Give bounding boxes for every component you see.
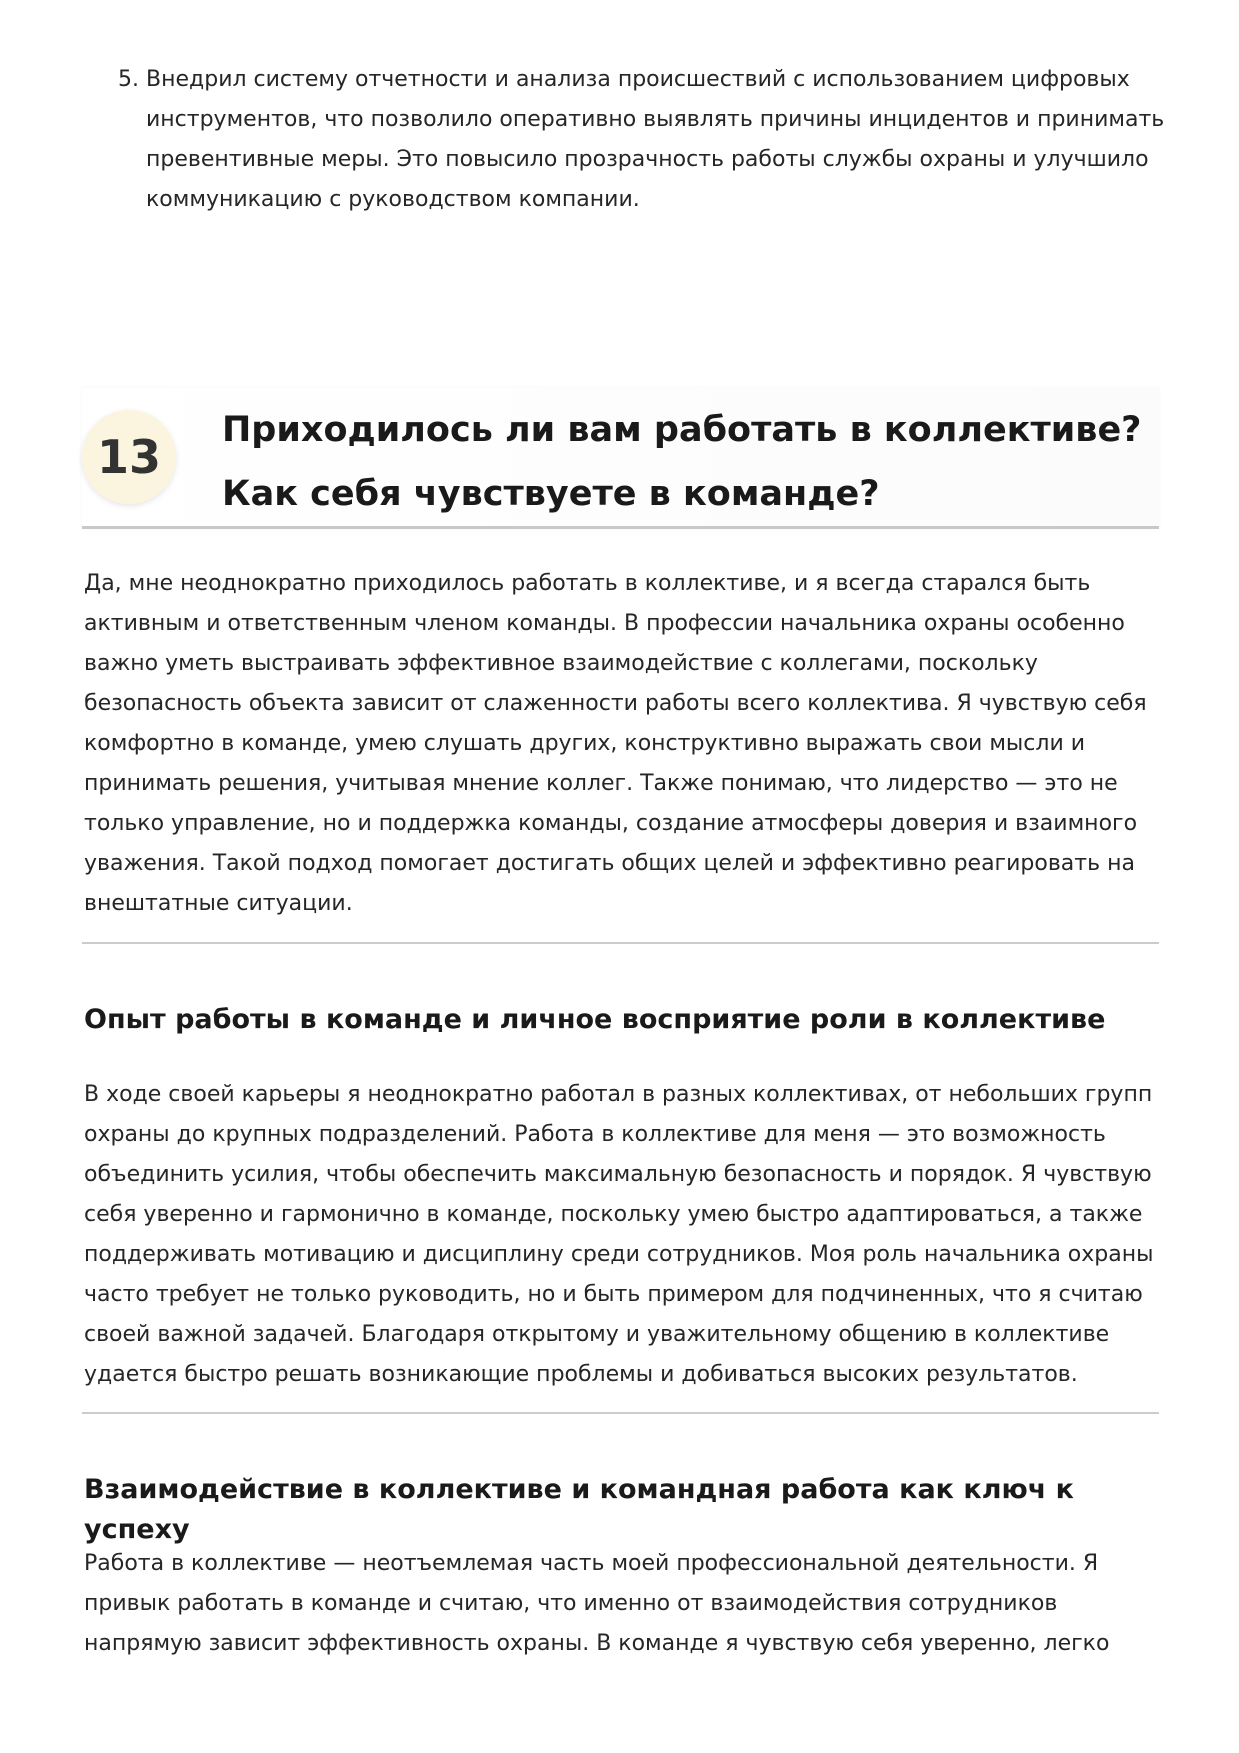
section-divider <box>82 1412 1159 1414</box>
question-number-badge: 13 <box>82 410 176 504</box>
section-divider <box>82 942 1159 944</box>
section-paragraph-team-experience: В ходе своей карьеры я неоднократно работал в разных коллективах, от небольших групп охраны до крупных подразделений. Работа в коллективе для меня — это возможность объединить усилия, чтобы обеспечить максимальную безопасность и порядок. Я чувствую себя уверенно и гармонично в команде, поскольку умею быстро адаптироваться, а также поддерживать мотивацию и дисциплину среди сотрудников. Моя роль начальника охраны часто требует не только руководить, но и быть примером для подчиненных, что я считаю своей важной задачей. Благодаря открытому и уважительному общению в коллективе удается быстро решать возникающие проблемы и добиваться высоких результатов. <box>84 1082 1154 1387</box>
numbered-list <box>118 60 1180 220</box>
list-item <box>118 60 1180 220</box>
answer-paragraph: Да, мне неоднократно приходилось работать в коллективе, и я всегда старался быть активным и ответственным членом команды. В профессии начальника охраны особенно важно уметь выстраивать эффективное взаимодействие с коллегами, поскольку безопасность объекта зависит от слаженности работы всего коллектива. Я чувствую себя комфортно в команде, умею слушать других, конструктивно выражать свои мысли и принимать решения, учитывая мнение коллег. Также понимаю, что лидерство — это не только управление, но и поддержка команды, создание атмосферы доверия и взаимного уважения. Такой подход помогает достигать общих целей и эффективно реагировать на внештатные ситуации. <box>84 571 1147 916</box>
question-title: Приходилось ли вам работать в коллективе? Как себя чувствуете в команде? <box>222 410 1142 514</box>
question-header <box>82 388 1159 529</box>
list-item-number: 5. <box>118 67 139 92</box>
list-item-text: Внедрил систему отчетности и анализа происшествий с использованием цифровых инструментов, что позволило оперативно выявлять причины инцидентов и принимать превентивные меры. Это повысило прозрачность работы службы охраны и улучшило коммуникацию с руководством компании. <box>146 67 1165 212</box>
section-paragraph-teamwork: Работа в коллективе — неотъемлемая часть моей профессиональной деятельности. Я привык работать в команде и считаю, что именно от взаимодействия сотрудников напрямую зависит эффективность охраны. В команде я чувствую себя уверенно, легко <box>84 1551 1110 1656</box>
section-title-team-experience: Опыт работы в команде и личное восприятие роли в коллективе <box>84 1004 1106 1035</box>
section-title-teamwork: Взаимодействие в коллективе и командная работа как ключ к успеху <box>84 1474 1074 1545</box>
